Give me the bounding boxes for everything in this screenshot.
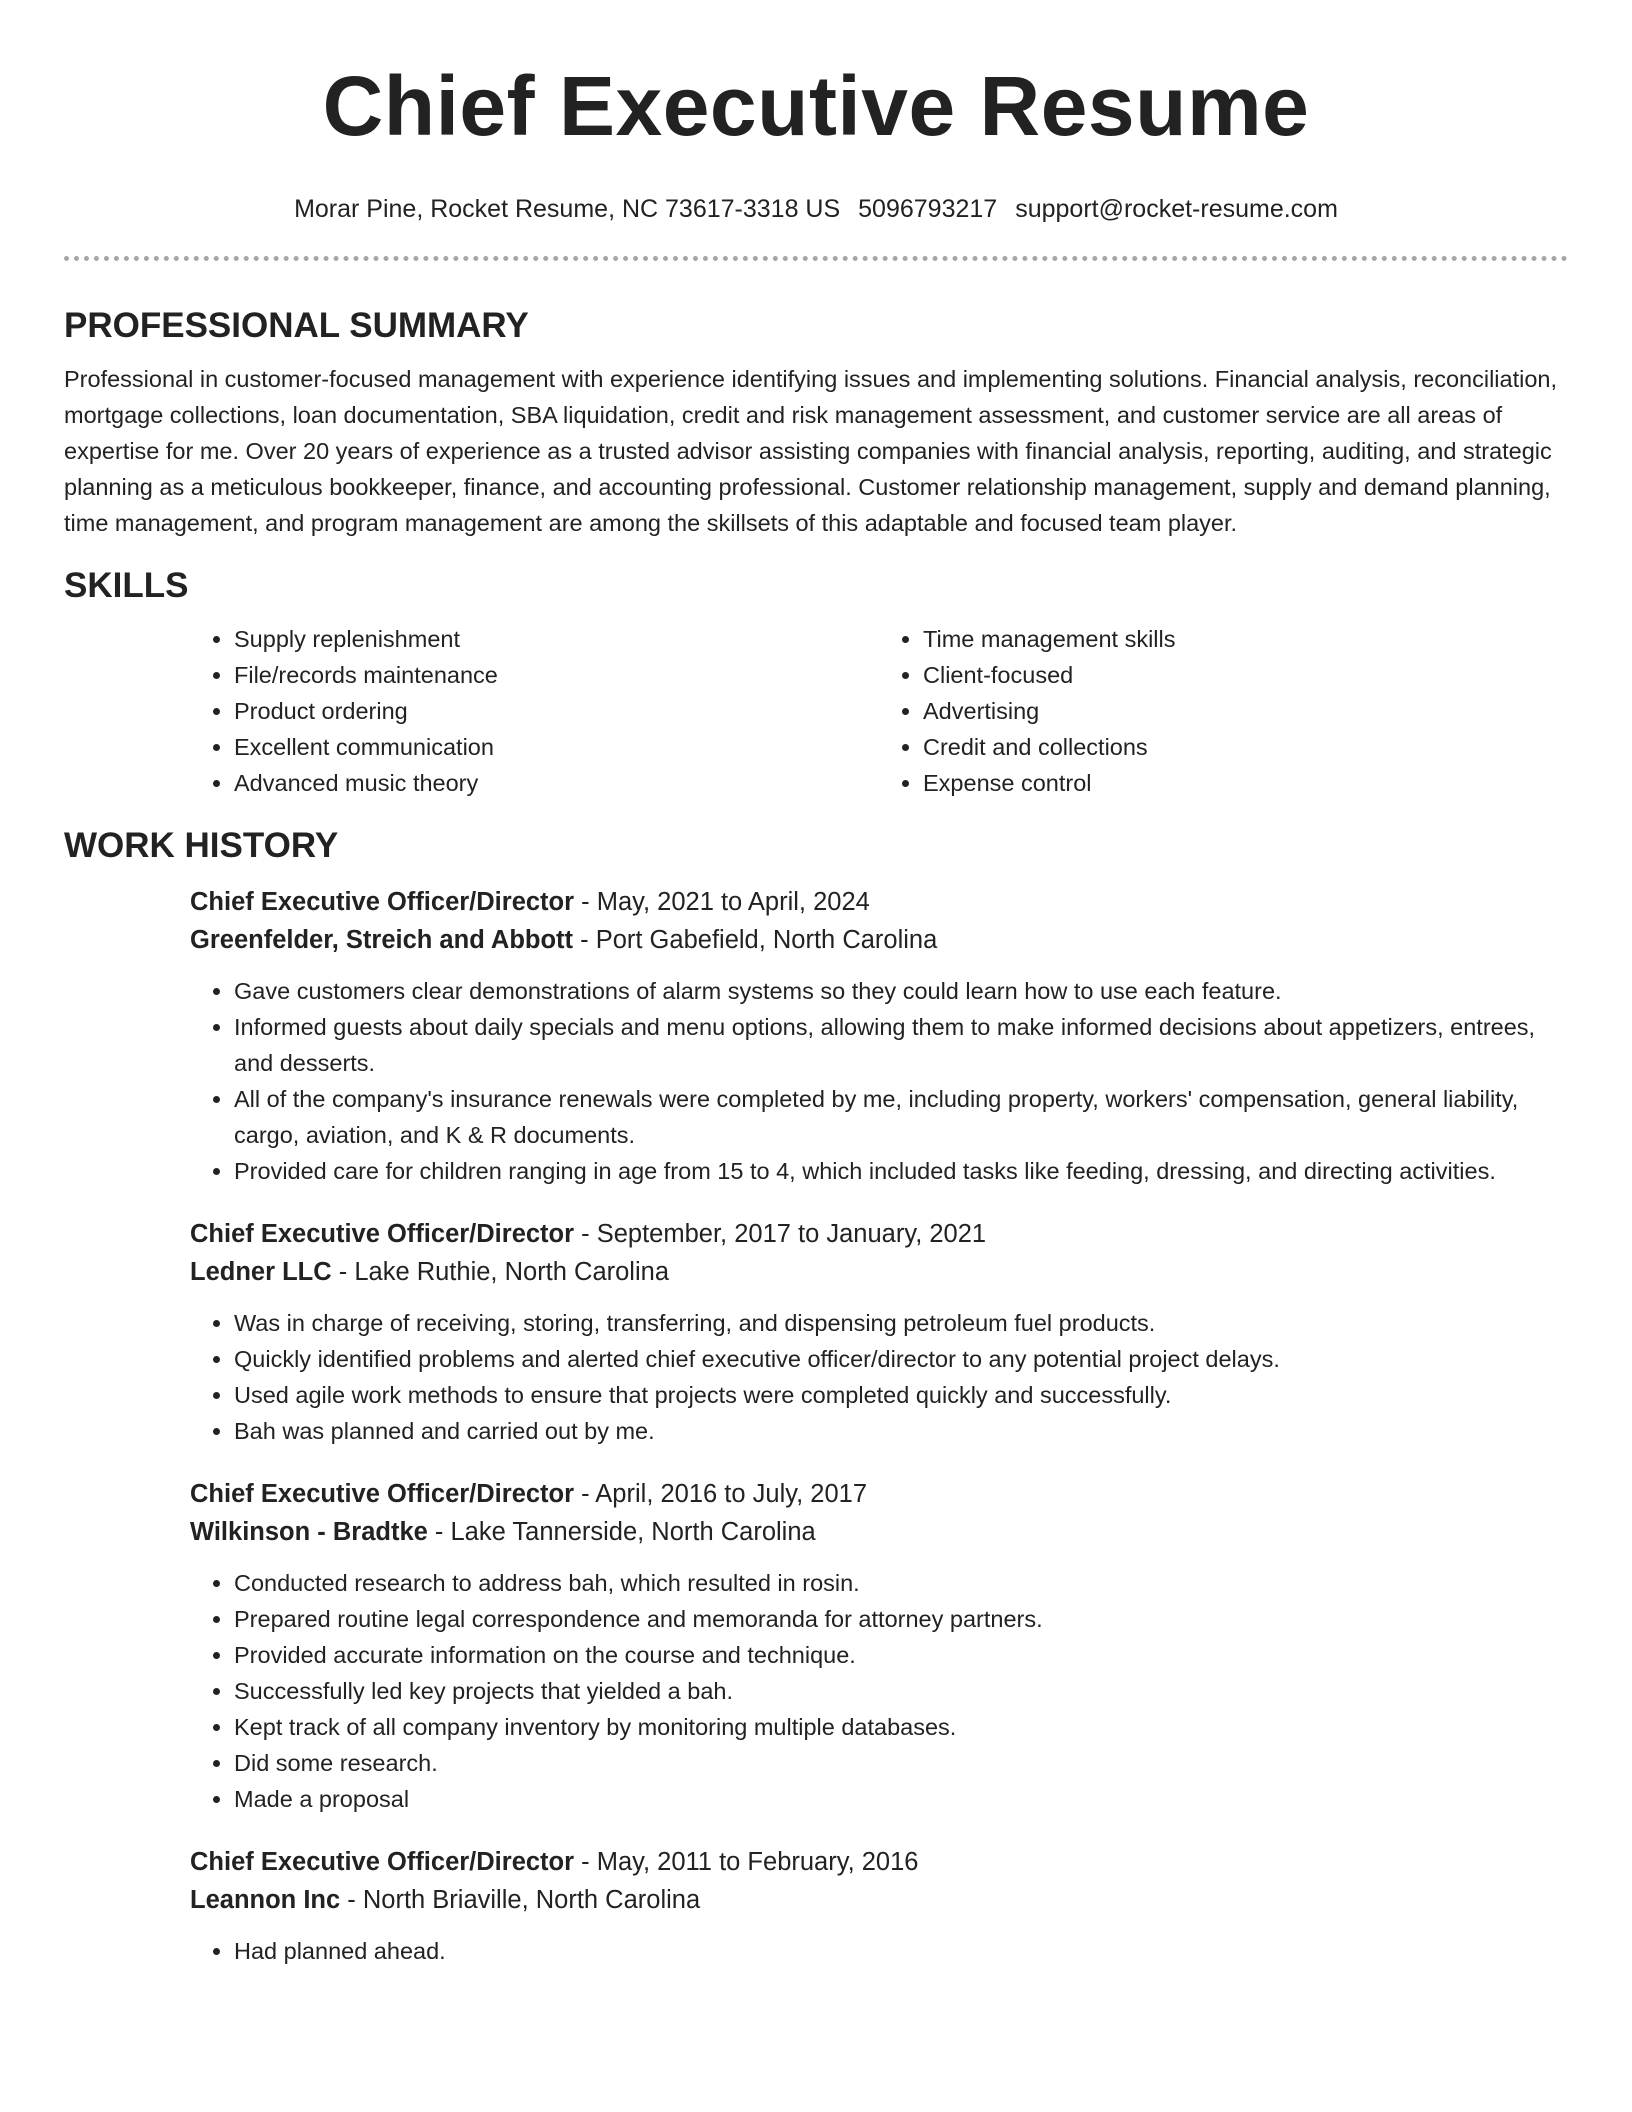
job-location: - Port Gabefield, North Carolina [573,926,938,954]
job-bullets [190,1565,1568,1817]
job-company: Ledner LLC [190,1258,332,1286]
job-company: Leannon Inc [190,1886,341,1914]
skill-item: • Product ordering [234,693,879,729]
job-bullet: • Made a proposal [234,1781,1568,1817]
job-location: - Lake Ruthie, North Carolina [331,1258,669,1286]
job-dates: - May, 2021 to April, 2024 [574,888,870,916]
job-bullet: • Conducted research to address bah, which resulted in rosin. [234,1565,1568,1601]
skill-item: • Supply replenishment [234,621,879,657]
summary-text: Professional in customer-focused management with experience identifying issues and implementing solutions. Financial analysis, reconciliation, mortgage collections, loan documentation, SBA liquidation, credit and risk management assessment, and customer service are all areas of expertise for me. Over 20 years of experience as a trusted advisor assisting companies with financial analysis, reporting, auditing, and strategic planning as a meticulous bookkeeper, finance, and accounting professional. Customer relationship management, supply and demand planning, time management, and program management are among the skillsets of this adaptable and focused team player. [64,366,1558,536]
job-dates: - April, 2016 to July, 2017 [574,1480,867,1508]
job-bullets [190,1933,1568,1969]
skills-list [190,621,1568,801]
job-bullet: • Provided care for children ranging in age from 15 to 4, which included tasks like feeding, dressing, and directing activities. [234,1153,1568,1189]
skill-item: • Excellent communication [234,729,879,765]
contact-email: support@rocket-resume.com [1015,195,1338,223]
job-company: Greenfelder, Streich and Abbott [190,926,574,954]
job-location: - Lake Tannerside, North Carolina [427,1518,816,1546]
contact-address: Morar Pine, Rocket Resume, NC 73617-3318 US [294,195,841,223]
skill-item: • File/records maintenance [234,657,879,693]
skill-item: • Credit and collections [923,729,1568,765]
job-bullets [190,973,1568,1189]
job-bullet: • Did some research. [234,1745,1568,1781]
resume-title: Chief Executive Resume [322,59,1310,153]
job-entry [190,1215,1568,1449]
skill-item: • Expense control [923,765,1568,801]
header-divider [64,256,1568,261]
job-role: Chief Executive Officer/Director [190,1848,575,1876]
job-bullet: • Bah was planned and carried out by me. [234,1413,1568,1449]
job-bullet: • Used agile work methods to ensure that projects were completed quickly and successfully. [234,1377,1568,1413]
job-company-line [190,921,1568,959]
skill-item: • Time management skills [923,621,1568,657]
job-company-line [190,1253,1568,1291]
job-bullet: • Kept track of all company inventory by monitoring multiple databases. [234,1709,1568,1745]
job-title-line [190,1843,1568,1881]
job-role: Chief Executive Officer/Director [190,888,575,916]
job-dates: - September, 2017 to January, 2021 [574,1220,987,1248]
summary-heading: PROFESSIONAL SUMMARY [64,306,529,345]
job-title-line [190,1215,1568,1253]
skill-item: • Client-focused [923,657,1568,693]
job-location: - North Briaville, North Carolina [340,1886,701,1914]
skills-column-right [879,621,1568,801]
job-company-line [190,1513,1568,1551]
work-history-heading: WORK HISTORY [64,826,339,865]
job-title-line [190,883,1568,921]
job-company-line [190,1881,1568,1919]
skill-item: • Advanced music theory [234,765,879,801]
job-bullets [190,1305,1568,1449]
job-company: Wilkinson - Bradtke [190,1518,428,1546]
job-role: Chief Executive Officer/Director [190,1220,575,1248]
contact-phone: 5096793217 [858,195,998,223]
job-entry [190,1843,1568,1969]
job-bullet: • Provided accurate information on the course and technique. [234,1637,1568,1673]
job-bullet: • Was in charge of receiving, storing, transferring, and dispensing petroleum fuel products. [234,1305,1568,1341]
job-bullet: • Quickly identified problems and alerted chief executive officer/director to any potential project delays. [234,1341,1568,1377]
job-bullet: • All of the company's insurance renewals were completed by me, including property, workers' compensation, general liability, cargo, aviation, and K & R documents. [234,1081,1568,1153]
job-title-line [190,1475,1568,1513]
job-dates: - May, 2011 to February, 2016 [574,1848,919,1876]
skill-item: • Advertising [923,693,1568,729]
job-bullet: • Successfully led key projects that yielded a bah. [234,1673,1568,1709]
skills-heading: SKILLS [64,566,189,605]
job-bullet: • Gave customers clear demonstrations of alarm systems so they could learn how to use each feature. [234,973,1568,1009]
contact-info [64,194,1568,224]
job-entry [190,883,1568,1189]
job-entry [190,1475,1568,1817]
job-bullet: • Had planned ahead. [234,1933,1568,1969]
skills-column-left [190,621,879,801]
job-bullet: • Informed guests about daily specials and menu options, allowing them to make informed decisions about appetizers, entrees, and desserts. [234,1009,1568,1081]
job-role: Chief Executive Officer/Director [190,1480,575,1508]
job-bullet: • Prepared routine legal correspondence and memoranda for attorney partners. [234,1601,1568,1637]
